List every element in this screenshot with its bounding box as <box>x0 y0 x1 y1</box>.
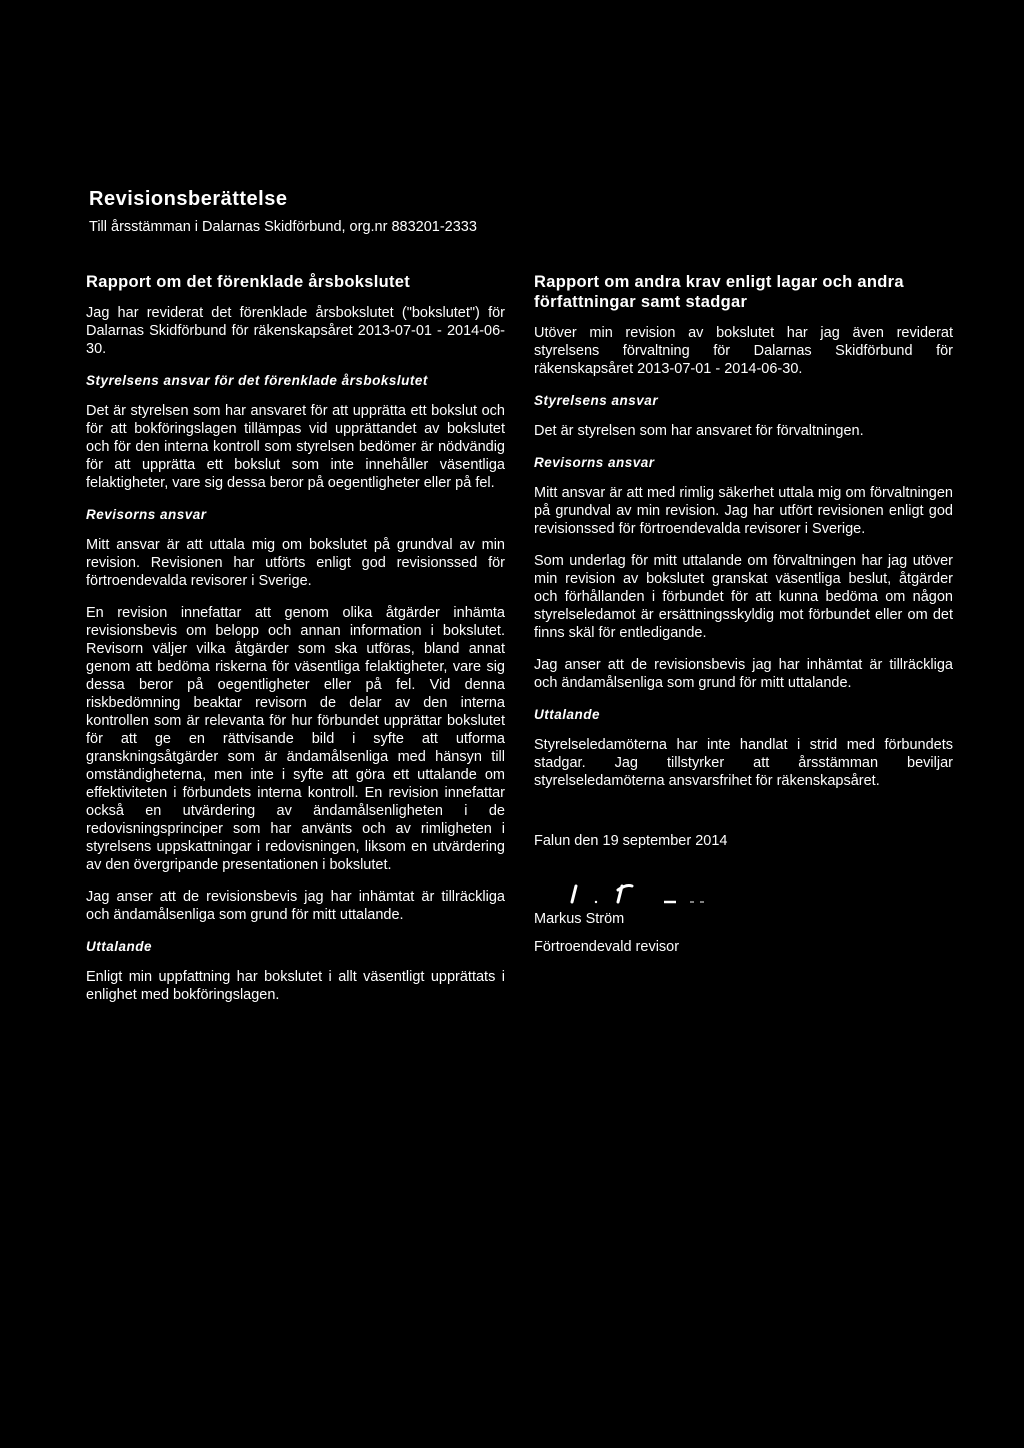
signer-name: Markus Ström <box>534 911 625 927</box>
right-section-heading: Rapport om andra krav enligt lagar och andra författningar samt stadgar <box>534 273 904 311</box>
right-opinion-text: Styrelseledamöterna har inte handlat i strid med förbundets stadgar. Jag tillstyrker att årsstämman beviljar styrelseledamöterna ansvarsfrihet för räkenskapsåret. <box>534 737 953 789</box>
left-auditor-heading: Revisorns ansvar <box>86 507 207 522</box>
right-opinion-heading: Uttalande <box>534 707 601 722</box>
right-board-text: Det är styrelsen som har ansvaret för förvaltningen. <box>534 423 864 439</box>
right-column <box>534 272 953 956</box>
right-intro: Utöver min revision av bokslutet har jag även reviderat styrelsens förvaltning för Dalarnas Skidförbund för räkenskapsåret 2013-07-01 - 2014-06-30. <box>534 325 953 377</box>
right-auditor-text-3: Jag anser att de revisionsbevis jag har inhämtat är tillräckliga och ändamålsenliga som grund för mitt uttalande. <box>534 657 953 691</box>
left-board-text: Det är styrelsen som har ansvaret för att upprätta ett bokslut och för att bokföringslagen tillämpas vid upprättandet av bokslutet och för den interna kontroll som styrelsen bedömer är nödvändig för att upprätta ett bokslut som inte innehåller väsentliga felaktigheter, vare sig dessa beror på oegentligheter eller på fel. <box>86 403 505 491</box>
right-auditor-text-2: Som underlag för mitt uttalande om förvaltningen har jag utöver min revision av bokslutet granskat väsentliga beslut, åtgärder och förhållanden i förbundet för att kunna bedöma om någon styrelseledamot är ersättningsskyldig mot förbundet eller om det finns skäl för entledigande. <box>534 553 953 641</box>
left-intro: Jag har reviderat det förenklade årsbokslutet ("bokslutet") för Dalarnas Skidförbund för räkenskapsåret 2013-07-01 - 2014-06-30. <box>86 305 505 357</box>
right-board-heading: Styrelsens ansvar <box>534 393 659 408</box>
signer-role: Förtroendevald revisor <box>534 939 680 955</box>
left-opinion-text: Enligt min uppfattning har bokslutet i allt väsentligt upprättats i enlighet med bokföringslagen. <box>86 969 505 1003</box>
right-auditor-heading: Revisorns ansvar <box>534 455 655 470</box>
left-board-heading: Styrelsens ansvar för det förenklade årsbokslutet <box>86 373 428 388</box>
left-auditor-text-2: En revision innefattar att genom olika åtgärder inhämta revisionsbevis om belopp och annan information i bokslutet. Revisorn väljer vilka åtgärder som ska utföras, bland annat genom att bedöma riskerna för väsentliga felaktigheter, vare sig dessa beror på oegentligheter eller på fel. Vid denna riskbedömning beaktar revisorn de delar av den interna kontrollen som är relevanta för hur förbundet upprättar bokslutet för att ge en rättvisande bild i syfte att utforma granskningsåtgärder som är ändamålsenliga med hänsyn till omständigheterna, men inte i syfte att göra ett uttalande om effektiviteten i förbundets interna kontroll. En revision innefattar också en utvärdering av ändamålsenligheten i de redovisningsprinciper som har använts och av rimligheten i styrelsens uppskattningar i redovisningen, liksom en utvärdering av den övergripande presentationen i bokslutet. <box>86 605 505 873</box>
left-auditor-text-1: Mitt ansvar är att uttala mig om bokslutet på grundval av min revision. Revisionen har utförts enligt god revisionssed för förtroendevalda revisorer i Sverige. <box>86 537 505 589</box>
left-auditor-text-3: Jag anser att de revisionsbevis jag har inhämtat är tillräckliga och ändamålsenliga som grund för mitt uttalande. <box>86 889 505 923</box>
handwritten-signature <box>534 880 714 908</box>
right-auditor-text-1: Mitt ansvar är att med rimlig säkerhet uttala mig om förvaltningen på grundval av min revision. Jag har utfört revisionen enligt god revisionssed för förtroendevalda revisorer i Sverige. <box>534 485 953 537</box>
document-subtitle: Till årsstämman i Dalarnas Skidförbund, org.nr 883201-2333 <box>89 219 477 235</box>
document-title: Revisionsberättelse <box>89 188 288 210</box>
left-opinion-heading: Uttalande <box>86 939 153 954</box>
left-section-heading: Rapport om det förenklade årsbokslutet <box>86 273 411 291</box>
signature-block <box>534 880 953 956</box>
left-column <box>86 272 505 1018</box>
signature-date: Falun den 19 september 2014 <box>534 833 728 849</box>
